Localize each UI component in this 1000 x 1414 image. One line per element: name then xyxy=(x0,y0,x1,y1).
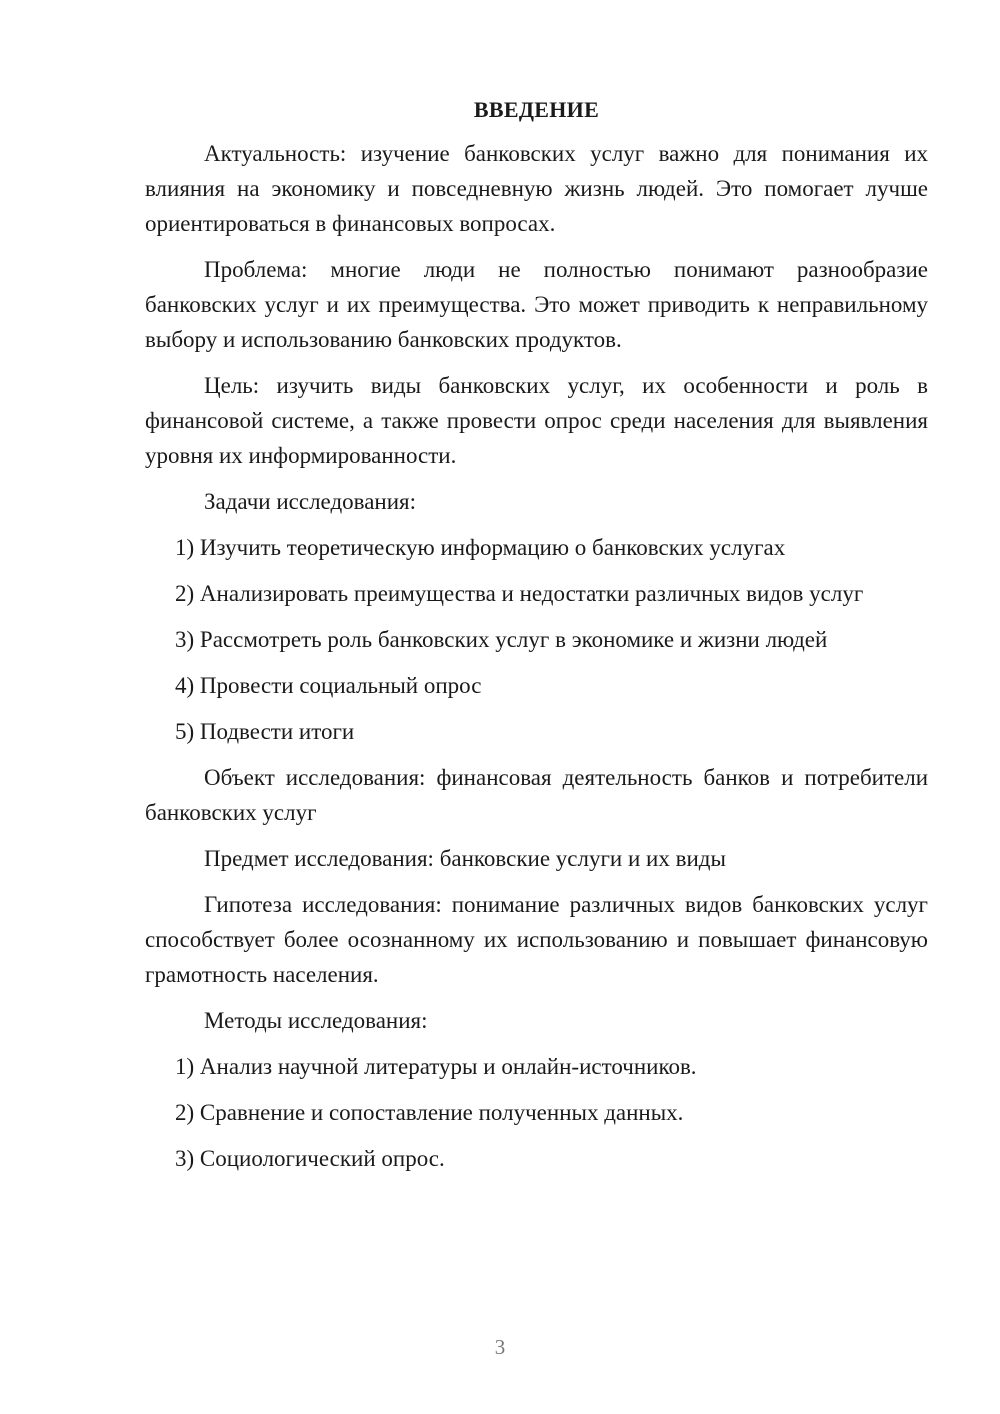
task-item: 4) Провести социальный опрос xyxy=(175,673,482,698)
tasks-label: Задачи исследования: xyxy=(204,489,417,514)
methods-label: Методы исследования: xyxy=(204,1008,428,1033)
goal-paragraph: Цель: изучить виды банковских услуг, их особенности и роль в финансовой системе, а также провести опрос среди населения для выявления уровня их информированности. xyxy=(145,373,928,468)
method-item: 1) Анализ научной литературы и онлайн-источников. xyxy=(175,1054,697,1079)
section-heading: ВВЕДЕНИЕ xyxy=(473,97,600,122)
relevance-paragraph: Актуальность: изучение банковских услуг важно для понимания их влияния на экономику и повседневную жизнь людей. Это помогает лучше ориентироваться в финансовых вопросах. xyxy=(145,141,928,236)
hypothesis-paragraph: Гипотеза исследования: понимание различных видов банковских услуг способствует более осознанному их использованию и повышает финансовую грамотность населения. xyxy=(145,892,928,987)
task-item: 1) Изучить теоретическую информацию о банковских услугах xyxy=(175,535,786,560)
object-paragraph: Объект исследования: финансовая деятельность банков и потребители банковских услуг xyxy=(145,765,928,825)
method-item: 3) Социологический опрос. xyxy=(175,1146,445,1171)
task-item: 5) Подвести итоги xyxy=(175,719,355,744)
task-item: 2) Анализировать преимущества и недостатки различных видов услуг xyxy=(175,581,864,606)
page-number: 3 xyxy=(494,1335,506,1359)
page-content xyxy=(145,95,928,1187)
method-item: 2) Сравнение и сопоставление полученных данных. xyxy=(175,1100,684,1125)
problem-paragraph: Проблема: многие люди не полностью понимают разнообразие банковских услуг и их преимущества. Это может приводить к неправильному выбору и использованию банковских продуктов. xyxy=(145,257,928,352)
task-item: 3) Рассмотреть роль банковских услуг в экономике и жизни людей xyxy=(175,627,828,652)
subject-paragraph: Предмет исследования: банковские услуги и их виды xyxy=(204,846,726,871)
